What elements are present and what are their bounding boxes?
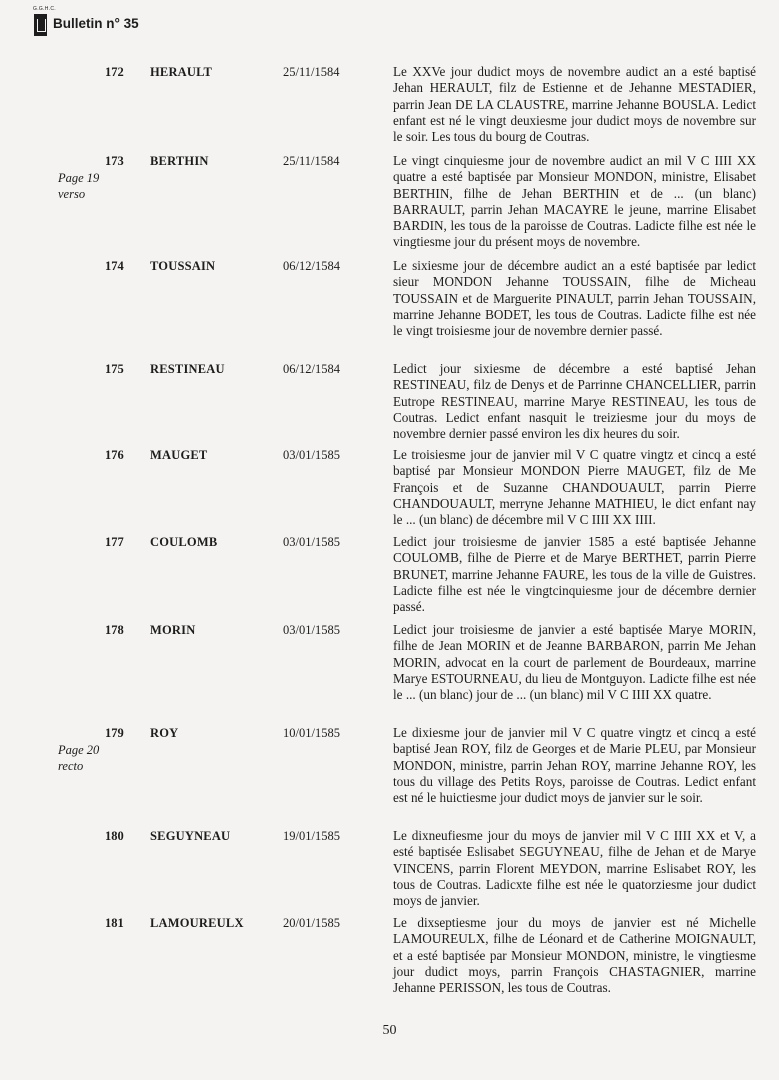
logo-initials: G.G.H.C. — [33, 6, 56, 12]
entry-text: Ledict jour troisiesme de janvier a esté baptisée Marye MORIN, filhe de Jean MORIN et de Jeanne BARBARON, parrin Me Jehan MORIN, advocat en la court de parlement de Bourdeaux, marrine Marye ESTOURNEAU, du lieu de Montguyon. Ladicte filhe est née le ... (un blanc) jour de ... (un blanc) mil V C IIII XX quatre. — [393, 622, 756, 703]
entry-surname: MAUGET — [150, 448, 208, 462]
entry-surname: COULOMB — [150, 535, 218, 549]
entry-surname: RESTINEAU — [150, 362, 225, 376]
bulletin-title: Bulletin n° 35 — [53, 16, 139, 31]
entry-surname: HERAULT — [150, 65, 213, 79]
page-reference — [58, 726, 108, 774]
entry-number: 181 — [105, 916, 124, 930]
entry-text: Le troisiesme jour de janvier mil V C quatre vingtz et cincq a esté baptisé par Monsieur MONDON Pierre MAUGET, filz de Me François et de Suzanne CHANDOUAULT, parrin Pierre CHANDOUAULT, merryne Jehanne MATHIEU, le dict enfant nay le ... (un blanc) de décembre mil V C IIII XX IIII. — [393, 447, 756, 528]
entry-surname: TOUSSAIN — [150, 259, 216, 273]
entry-date: 25/11/1584 — [283, 65, 340, 79]
entry-text: Le XXVe jour dudict moys de novembre audict an a esté baptisé Jehan HERAULT, filz de Estienne et de Jehanne MESTADIER, parrin Jean DE LA CLAUSTRE, marrine Jehanne BOUSLA. Ledict enfant est né le vingt deuxiesme jour dudict moys de novembre sur le soir. Les tous du bourg de Coutras. — [393, 64, 756, 145]
entry-text: Le dixiesme jour de janvier mil V C quatre vingtz et cincq a esté baptisé Jean ROY, filz de Georges et de Marie PLEU, par Monsieur MONDON, ministre, parrin Jehan ROY, marrine Jehanne ROY, les tous du village des Petits Roys, paroisse de Coutras. Ledict enfant est né le huictiesme jour dudict moys de janvier sur le soir. — [393, 725, 756, 806]
page-reference-line: Page 20 recto — [58, 743, 100, 773]
entry-number: 175 — [105, 362, 124, 376]
entry-date: 20/01/1585 — [283, 916, 340, 930]
entry-number: 174 — [105, 259, 124, 273]
page-reference-line: Page 19 verso — [58, 171, 100, 201]
entry-surname: BERTHIN — [150, 154, 209, 168]
entry-text: Le vingt cinquiesme jour de novembre audict an mil V C IIII XX quatre a esté baptisée par Monsieur MONDON, ministre, Elisabet BERTHIN, filhe de Jehan BERTHIN et de ... (un blanc) BARRAULT, parrin Jehan MACAYRE le jeune, marrine Elisabet BARDIN, les tous de la paroisse de Coutras. Ladicte filhe est née le vingtiesme jour du présent moys de novembre. — [393, 153, 756, 250]
entry-number: 173 — [105, 154, 124, 168]
entry-text: Le sixiesme jour de décembre audict an a esté baptisée par ledict sieur MONDON Jehanne TOUSSAIN, filhe de Micheau TOUSSAIN et de Marguerite PINAULT, parrin Jehan TOUSSAIN, marrine Jehanne BODET, les tous de Coutras. Ladicte filhe est née le vingt troisiesme jour de novembre dernier passé. — [393, 258, 756, 339]
entry-text: Le dixseptiesme jour du moys de janvier est né Michelle LAMOUREULX, filhe de Léonard et de Catherine MOIGNAULT, et a esté baptisée par Monsieur MONDON, ministre, le vingtiesme jour dudict moys, parrin François CHASTAGNIER, marrine Jehanne PERISSON, les tous de Coutras. — [393, 915, 756, 996]
logo-emblem-icon — [34, 14, 47, 36]
entry-text: Ledict jour troisiesme de janvier 1585 a esté baptisée Jehanne COULOMB, filhe de Pierre et de Marye BERTHET, parrin Pierre BRUNET, marrine Jehanne FAURE, les tous de la ville de Guistres. Ladicte filhe est née le vingtcinquiesme jour de décembre dernier passé. — [393, 534, 756, 615]
entry-number: 172 — [105, 65, 124, 79]
entry-surname: MORIN — [150, 623, 196, 637]
entry-date: 25/11/1584 — [283, 154, 340, 168]
page-number: 50 — [382, 1023, 397, 1038]
entry-date: 03/01/1585 — [283, 448, 340, 462]
entry-date: 06/12/1584 — [283, 259, 340, 273]
entry-number: 178 — [105, 623, 124, 637]
entry-text: Le dixneufiesme jour du moys de janvier mil V C IIII XX et V, a esté baptisée Eslisabet SEGUYNEAU, filhe de Jehan et de Marye VINCENS, parrin Florent MEYDON, marrine Eslisabet ROY, les tous de Coutras. Ladicxte filhe est née le quatorziesme jour dudict moys de janvier. — [393, 828, 756, 909]
entry-date: 03/01/1585 — [283, 623, 340, 637]
entry-date: 10/01/1585 — [283, 726, 340, 740]
entry-number: 177 — [105, 535, 124, 549]
entry-date: 19/01/1585 — [283, 829, 340, 843]
entry-surname: ROY — [150, 726, 179, 740]
page-reference — [58, 154, 108, 202]
entry-surname: LAMOUREULX — [150, 916, 244, 930]
entry-date: 03/01/1585 — [283, 535, 340, 549]
entry-text: Ledict jour sixiesme de décembre a esté baptisé Jehan RESTINEAU, filz de Denys et de Parrinne CHANCELLIER, parrin Eutrope RESTINEAU, marrine Marye RESTINEAU, les tous de Coutras. Ledict enfant nasquit le treiziesme jour du moys de novembre dernier passé environ les dix heures du soir. — [393, 361, 756, 442]
entry-number: 179 — [105, 726, 124, 740]
entry-number: 176 — [105, 448, 124, 462]
society-logo — [33, 6, 56, 36]
entry-surname: SEGUYNEAU — [150, 829, 231, 843]
entry-number: 180 — [105, 829, 124, 843]
entry-date: 06/12/1584 — [283, 362, 340, 376]
